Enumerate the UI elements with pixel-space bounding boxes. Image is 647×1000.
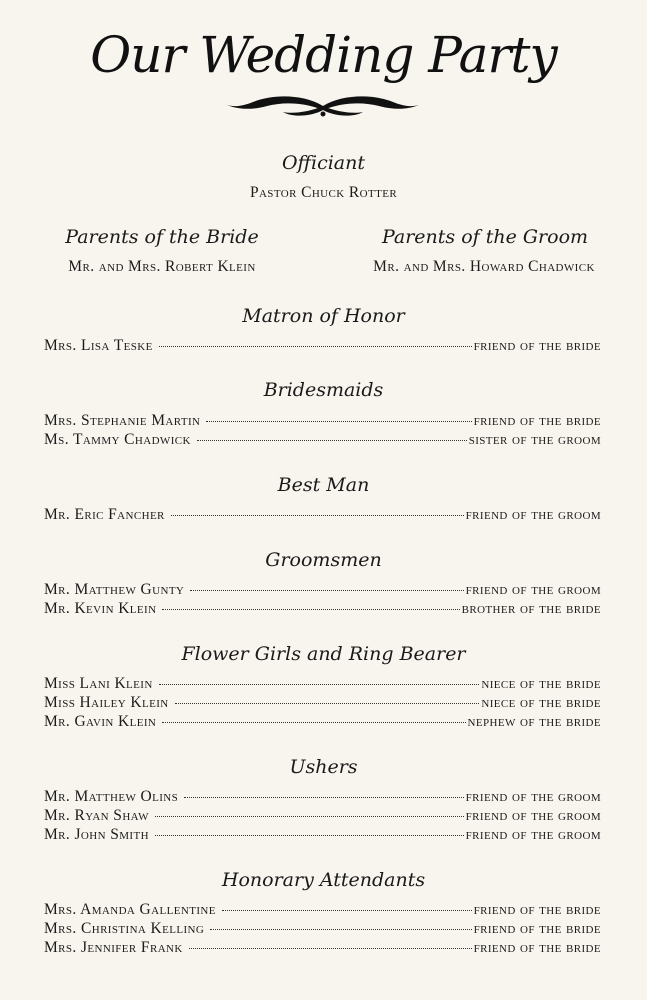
parents-bride-heading: Parents of the Bride — [65, 226, 259, 248]
attendant-role: friend of the groom — [465, 788, 601, 805]
dot-leader — [159, 683, 480, 685]
attendant-role: friend of the bride — [473, 901, 601, 918]
attendant-name: Mr. Ryan Shaw — [44, 807, 149, 824]
list-item — [44, 920, 601, 939]
dot-leader — [184, 796, 463, 798]
dot-leader — [190, 589, 463, 591]
page-title: Our Wedding Party — [90, 26, 557, 84]
attendant-role: niece of the bride — [481, 675, 601, 692]
attendant-role: friend of the groom — [465, 506, 601, 523]
dot-leader — [210, 928, 471, 930]
dot-leader — [175, 702, 480, 704]
dot-leader — [206, 420, 471, 422]
list-item — [44, 939, 601, 958]
attendant-name: Mrs. Stephanie Martin — [44, 412, 201, 429]
dot-leader — [162, 608, 459, 610]
attendant-name: Mr. Eric Fancher — [44, 506, 165, 523]
dot-leader — [155, 815, 464, 817]
parents-bride-name: Mr. and Mrs. Robert Klein — [68, 258, 256, 275]
dot-leader — [197, 439, 467, 441]
attendant-name: Mr. Matthew Olins — [44, 788, 179, 805]
list-item — [44, 675, 601, 694]
list-item — [44, 337, 601, 356]
dot-leader — [155, 834, 464, 836]
officiant-name: Pastor Chuck Rotter — [249, 184, 398, 201]
attendant-role: friend of the bride — [473, 337, 601, 354]
attendant-name: Mr. Gavin Klein — [44, 713, 157, 730]
attendant-name: Miss Hailey Klein — [44, 694, 169, 711]
attendant-role: friend of the groom — [465, 581, 601, 598]
officiant-heading: Officiant — [281, 152, 366, 174]
attendant-role: sister of the groom — [468, 431, 601, 448]
parents-groom-name: Mr. and Mrs. Howard Chadwick — [373, 258, 595, 275]
section-heading-ushers: Ushers — [289, 756, 358, 778]
attendant-role: friend of the bride — [473, 412, 601, 429]
section-heading-honorary-attendants: Honorary Attendants — [221, 869, 426, 891]
section-heading-bridesmaids: Bridesmaids — [263, 379, 384, 401]
parents-groom-heading: Parents of the Groom — [381, 226, 589, 248]
attendant-role: friend of the bride — [473, 920, 601, 937]
list-item — [44, 412, 601, 431]
list-item — [44, 713, 601, 732]
attendant-role: friend of the bride — [473, 939, 601, 956]
list-item — [44, 431, 601, 450]
attendant-name: Ms. Tammy Chadwick — [44, 431, 191, 448]
list-item — [44, 694, 601, 713]
list-item — [44, 807, 601, 826]
list-item — [44, 506, 601, 525]
list-item — [44, 901, 601, 920]
list-item — [44, 826, 601, 845]
attendant-name: Mrs. Jennifer Frank — [44, 939, 183, 956]
dot-leader — [222, 909, 472, 911]
attendant-name: Mrs. Christina Kelling — [44, 920, 205, 937]
list-item — [44, 788, 601, 807]
dot-leader — [159, 345, 472, 347]
list-item — [44, 600, 601, 619]
list-item — [44, 581, 601, 600]
attendant-role: brother of the bride — [461, 600, 601, 617]
attendant-role: nephew of the bride — [467, 713, 601, 730]
section-heading-groomsmen: Groomsmen — [265, 549, 382, 571]
dot-leader — [171, 514, 464, 516]
attendant-role: friend of the groom — [465, 826, 601, 843]
section-heading-flower-girls-ring-bearer: Flower Girls and Ring Bearer — [181, 643, 466, 665]
attendant-name: Mrs. Amanda Gallentine — [44, 901, 216, 918]
dot-leader — [189, 947, 472, 949]
attendant-name: Mr. John Smith — [44, 826, 149, 843]
section-heading-matron-of-honor: Matron of Honor — [242, 305, 405, 327]
attendant-name: Mrs. Lisa Teske — [44, 337, 153, 354]
attendant-role: niece of the bride — [481, 694, 601, 711]
attendant-name: Mr. Kevin Klein — [44, 600, 157, 617]
attendant-role: friend of the groom — [465, 807, 601, 824]
dot-leader — [162, 721, 465, 723]
attendant-name: Miss Lani Klein — [44, 675, 153, 692]
flourish-ornament-icon — [223, 92, 423, 122]
section-heading-best-man: Best Man — [277, 474, 370, 496]
attendant-name: Mr. Matthew Gunty — [44, 581, 185, 598]
